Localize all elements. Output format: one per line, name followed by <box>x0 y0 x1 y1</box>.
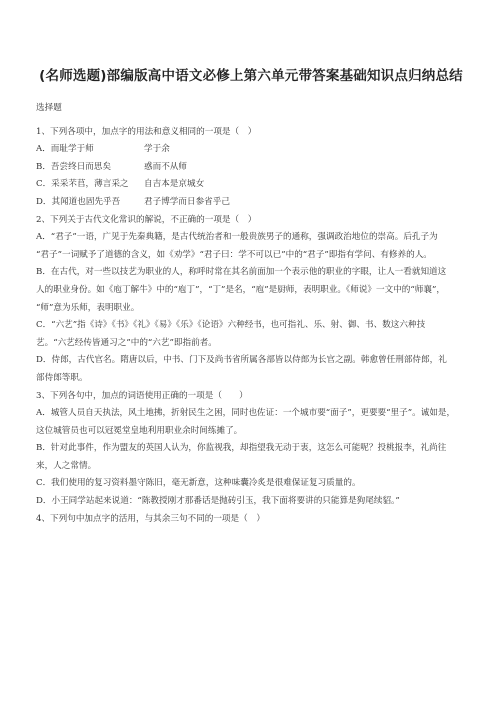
section-label: 选择题 <box>36 103 62 113</box>
option-a-left: A．而耻学于师 <box>36 144 94 155</box>
question-2-option-b-line-1: B．在古代，对一些以技艺为职业的人，称呼时常在其名前面加一个表示他的职业的字眼，让人一看就知道这 <box>36 267 447 278</box>
option-b-left: B．吾尝终日而思矣 <box>36 161 112 172</box>
question-2-option-a-line-2: “君子”一词赋予了道德的含义，如《劝学》“君子曰：学不可以已”中的“君子”即指有学问、有修养的人。 <box>36 249 432 260</box>
question-3-option-a-line-2: 这位城管员也可以冠冕堂皇地利用职业余时间练摊了。 <box>36 425 243 436</box>
question-2-option-c-line-1: C．“六艺”指《诗》《书》《礼》《易》《乐》《论语》六种经书，也可指礼、乐、射、御、书、数这六种技 <box>36 320 426 331</box>
question-3-option-d: D．小王同学站起来说道：“陈教授刚才那番话是抛砖引玉，我下面将要讲的只能算是狗尾续貂。” <box>36 496 400 507</box>
question-2-option-d-line-2: 部侍郎等职。 <box>36 372 88 383</box>
question-3-option-b-line-2: 来，人之常情。 <box>36 460 97 471</box>
question-2-option-d-line-1: D．侍郎，古代官名。隋唐以后，中书、门下及尚书省所属各部皆以侍郎为长官之副。韩愈曾任刑部侍郎，礼 <box>36 355 447 366</box>
option-d-left: D．其闻道也固先乎吾 <box>36 196 121 207</box>
question-1-option-b <box>36 159 476 177</box>
option-c-left: C．采采芣苢，薄言采之 <box>36 179 129 190</box>
question-2-option-b-line-2: 人的职业身份。如《庖丁解牛》中的“庖丁”，“丁”是名，“庖”是厨师，表明职业。《师说》一文中的“师襄”， <box>36 284 445 295</box>
question-3-stem: 3、下列各句中，加点的词语使用正确的一项是（ ） <box>36 390 248 401</box>
question-2-option-b-line-3: “师”意为乐师，表明职业。 <box>36 302 140 313</box>
option-c-right: 自吉本是京城女 <box>144 179 205 190</box>
question-3-option-c: C．我们使用的复习资料墨守陈旧，毫无新意，这种味囊冷炙是很难保证复习质量的。 <box>36 478 361 489</box>
question-1-option-c <box>36 176 476 194</box>
document-title: (名师选题)部编版高中语文必修上第六单元带答案基础知识点归纳总结 <box>39 68 463 84</box>
document-body <box>36 100 476 528</box>
question-1-option-a <box>36 141 476 159</box>
question-4-stem: 4、下列句中加点字的活用，与其余三句不同的一项是（ ） <box>36 513 265 524</box>
question-2-stem: 2、下列关于古代文化常识的解说，不正确的一项是（ ） <box>36 214 257 225</box>
question-1-option-d <box>36 194 476 212</box>
question-2-option-c-line-2: 艺。“六艺经传皆通习之”中的“六艺”即指前者。 <box>36 337 217 348</box>
question-1-stem: 1、下列各项中，加点字的用法和意义相同的一项是（ ） <box>36 126 257 137</box>
option-b-right: 惑而不从师 <box>144 161 187 172</box>
question-3-option-b-line-1: B．针对此事件，作为盟友的英国人认为，你监视我，却指望我无动于衷，这怎么可能呢？投桃报李，礼尚往 <box>36 443 447 454</box>
question-2-option-a-line-1: A．“君子”一语，广见于先秦典籍，是古代统治者和一般贵族男子的通称，强调政治地位的崇高。后孔子为 <box>36 232 438 243</box>
question-3-option-a-line-1: A．城管人员自天执法，风土地拂，折射民生之困，同时也佐证：一个城市要“面子”，更要要“里子”。诚如是， <box>36 408 456 419</box>
option-a-right: 学于余 <box>144 144 170 155</box>
option-d-right: 君子博学而日参省乎己 <box>144 196 230 207</box>
